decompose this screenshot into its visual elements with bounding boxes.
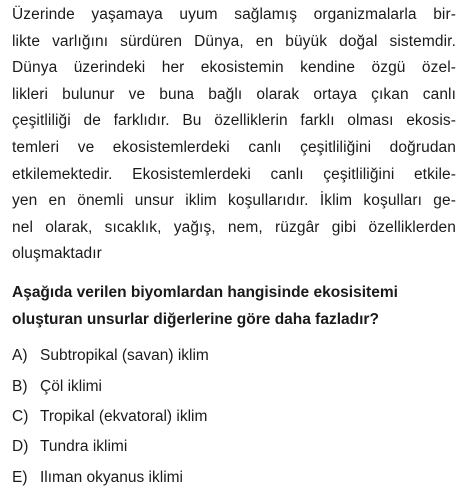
option-letter: B)	[12, 377, 28, 395]
option-text: Tundra iklimi	[40, 438, 128, 456]
question-line: Aşağıda verilen biyomlardan hangisinde ekosisitemi	[12, 283, 398, 301]
answer-option-c[interactable]	[12, 402, 456, 432]
answer-options	[12, 341, 456, 493]
passage-line: oluşmaktadır	[12, 245, 102, 263]
option-letter: D)	[12, 438, 29, 456]
answer-option-a[interactable]	[12, 341, 456, 371]
passage-line: yen en önemli unsur iklim koşullarıdır. İklim koşulları ge-	[12, 192, 456, 210]
option-letter: E)	[12, 468, 28, 486]
passage-line: temleri ve ekosistemlerdeki canlı çeşitliliğini doğrudan	[12, 138, 456, 156]
option-text: Ilıman okyanus iklimi	[40, 468, 183, 486]
passage-line: nel olarak, sıcaklık, yağış, nem, rüzgâr gibi özelliklerden	[12, 218, 456, 236]
passage-text	[12, 2, 456, 268]
option-text: Subtropikal (savan) iklim	[40, 347, 209, 365]
passage-line: Dünya üzerindeki her ekosistemin kendine özgü özel-	[12, 59, 456, 77]
option-text: Tropikal (ekvatoral) iklim	[40, 407, 208, 425]
passage-line: etkilemektedir. Ekosistemlerdeki canlı çeşitliliğini etkile-	[12, 165, 456, 183]
question-stem	[12, 280, 456, 333]
answer-option-b[interactable]	[12, 372, 456, 402]
answer-option-e[interactable]	[12, 463, 456, 493]
question-line: oluşturan unsurlar diğerlerine göre daha fazladır?	[12, 310, 379, 328]
option-text: Çöl iklimi	[40, 377, 102, 395]
passage-line: likleri bulunur ve buna bağlı olarak ortaya çıkan canlı	[12, 85, 456, 103]
option-letter: A)	[12, 347, 28, 365]
passage-line: çeşitliliği de farklıdır. Bu özelliklerin farklı olması ekosis-	[12, 112, 456, 130]
passage-line: Üzerinde yaşamaya uyum sağlamış organizmalarla bir-	[12, 6, 456, 23]
passage-line: likte varlığını sürdüren Dünya, en büyük doğal sistemdir.	[12, 32, 456, 50]
option-letter: C)	[12, 407, 29, 425]
answer-option-d[interactable]	[12, 432, 456, 462]
